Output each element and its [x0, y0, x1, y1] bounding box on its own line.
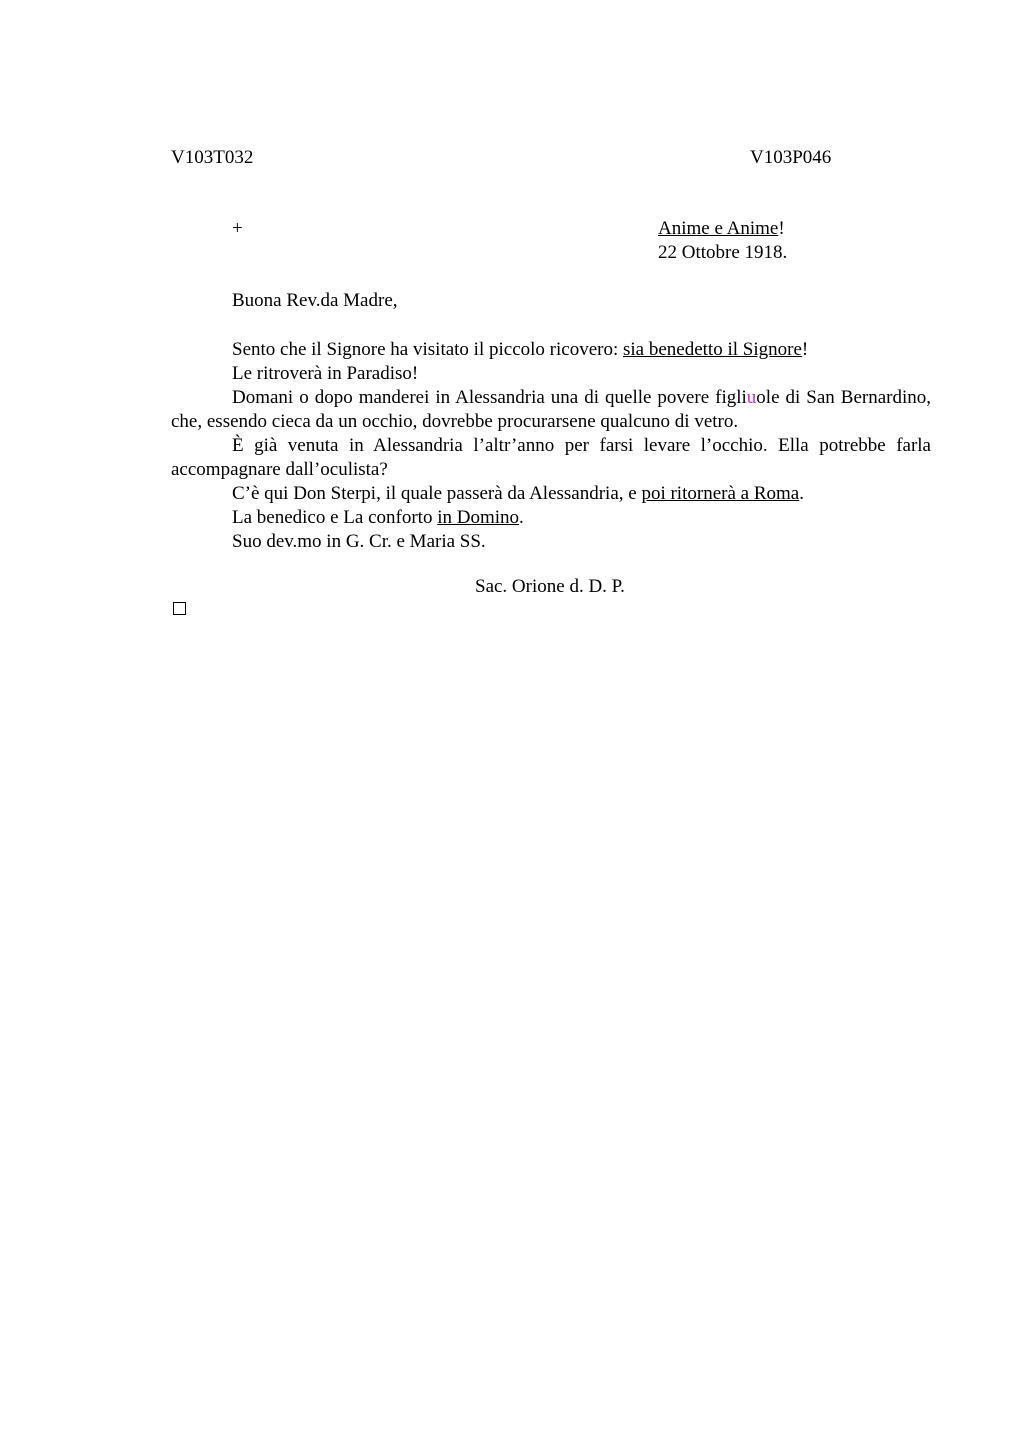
paragraph-6: La benedico e La conforto in Domino.	[232, 507, 524, 528]
underlined-phrase: sia benedetto il Signore	[623, 339, 802, 360]
letter-date: 22 Ottobre 1918.	[658, 242, 788, 263]
signature: Sac. Orione d. D. P.	[475, 576, 625, 597]
document-code-right: V103P046	[750, 147, 832, 168]
paragraph-5: C’è qui Don Sterpi, il quale passerà da Alessandria, e poi ritornerà a Roma.	[232, 483, 804, 504]
paragraph-3: Domani o dopo manderei in Alessandria una di quelle povere figliuole di San Bernardino, che, essendo cieca da un occhio, dovrebbe procurarsene qualcuno di vetro.	[171, 387, 932, 432]
motto-punct: !	[778, 218, 785, 239]
underlined-phrase: in Domino	[437, 507, 520, 528]
document-code-left: V103T032	[171, 147, 254, 168]
cross-symbol: +	[232, 218, 243, 239]
highlighted-letter: u	[746, 387, 757, 408]
paragraph-4: È già venuta in Alessandria l’altr’anno per farsi levare l’occhio. Ella potrebbe farla accompagnare dall’oculista?	[171, 435, 931, 480]
paragraph-1: Sento che il Signore ha visitato il piccolo ricovero: sia benedetto il Signore!	[232, 339, 809, 360]
paragraph-7: Suo dev.mo in G. Cr. e Maria SS.	[232, 531, 486, 552]
letter-body	[171, 338, 931, 554]
motto-underlined: Anime e Anime	[658, 218, 779, 239]
underlined-phrase: poi ritornerà a Roma	[641, 483, 800, 504]
square-outline-icon	[173, 602, 186, 615]
motto	[658, 217, 785, 241]
salutation: Buona Rev.da Madre,	[232, 290, 398, 311]
paragraph-2: Le ritroverà in Paradiso!	[232, 363, 419, 384]
